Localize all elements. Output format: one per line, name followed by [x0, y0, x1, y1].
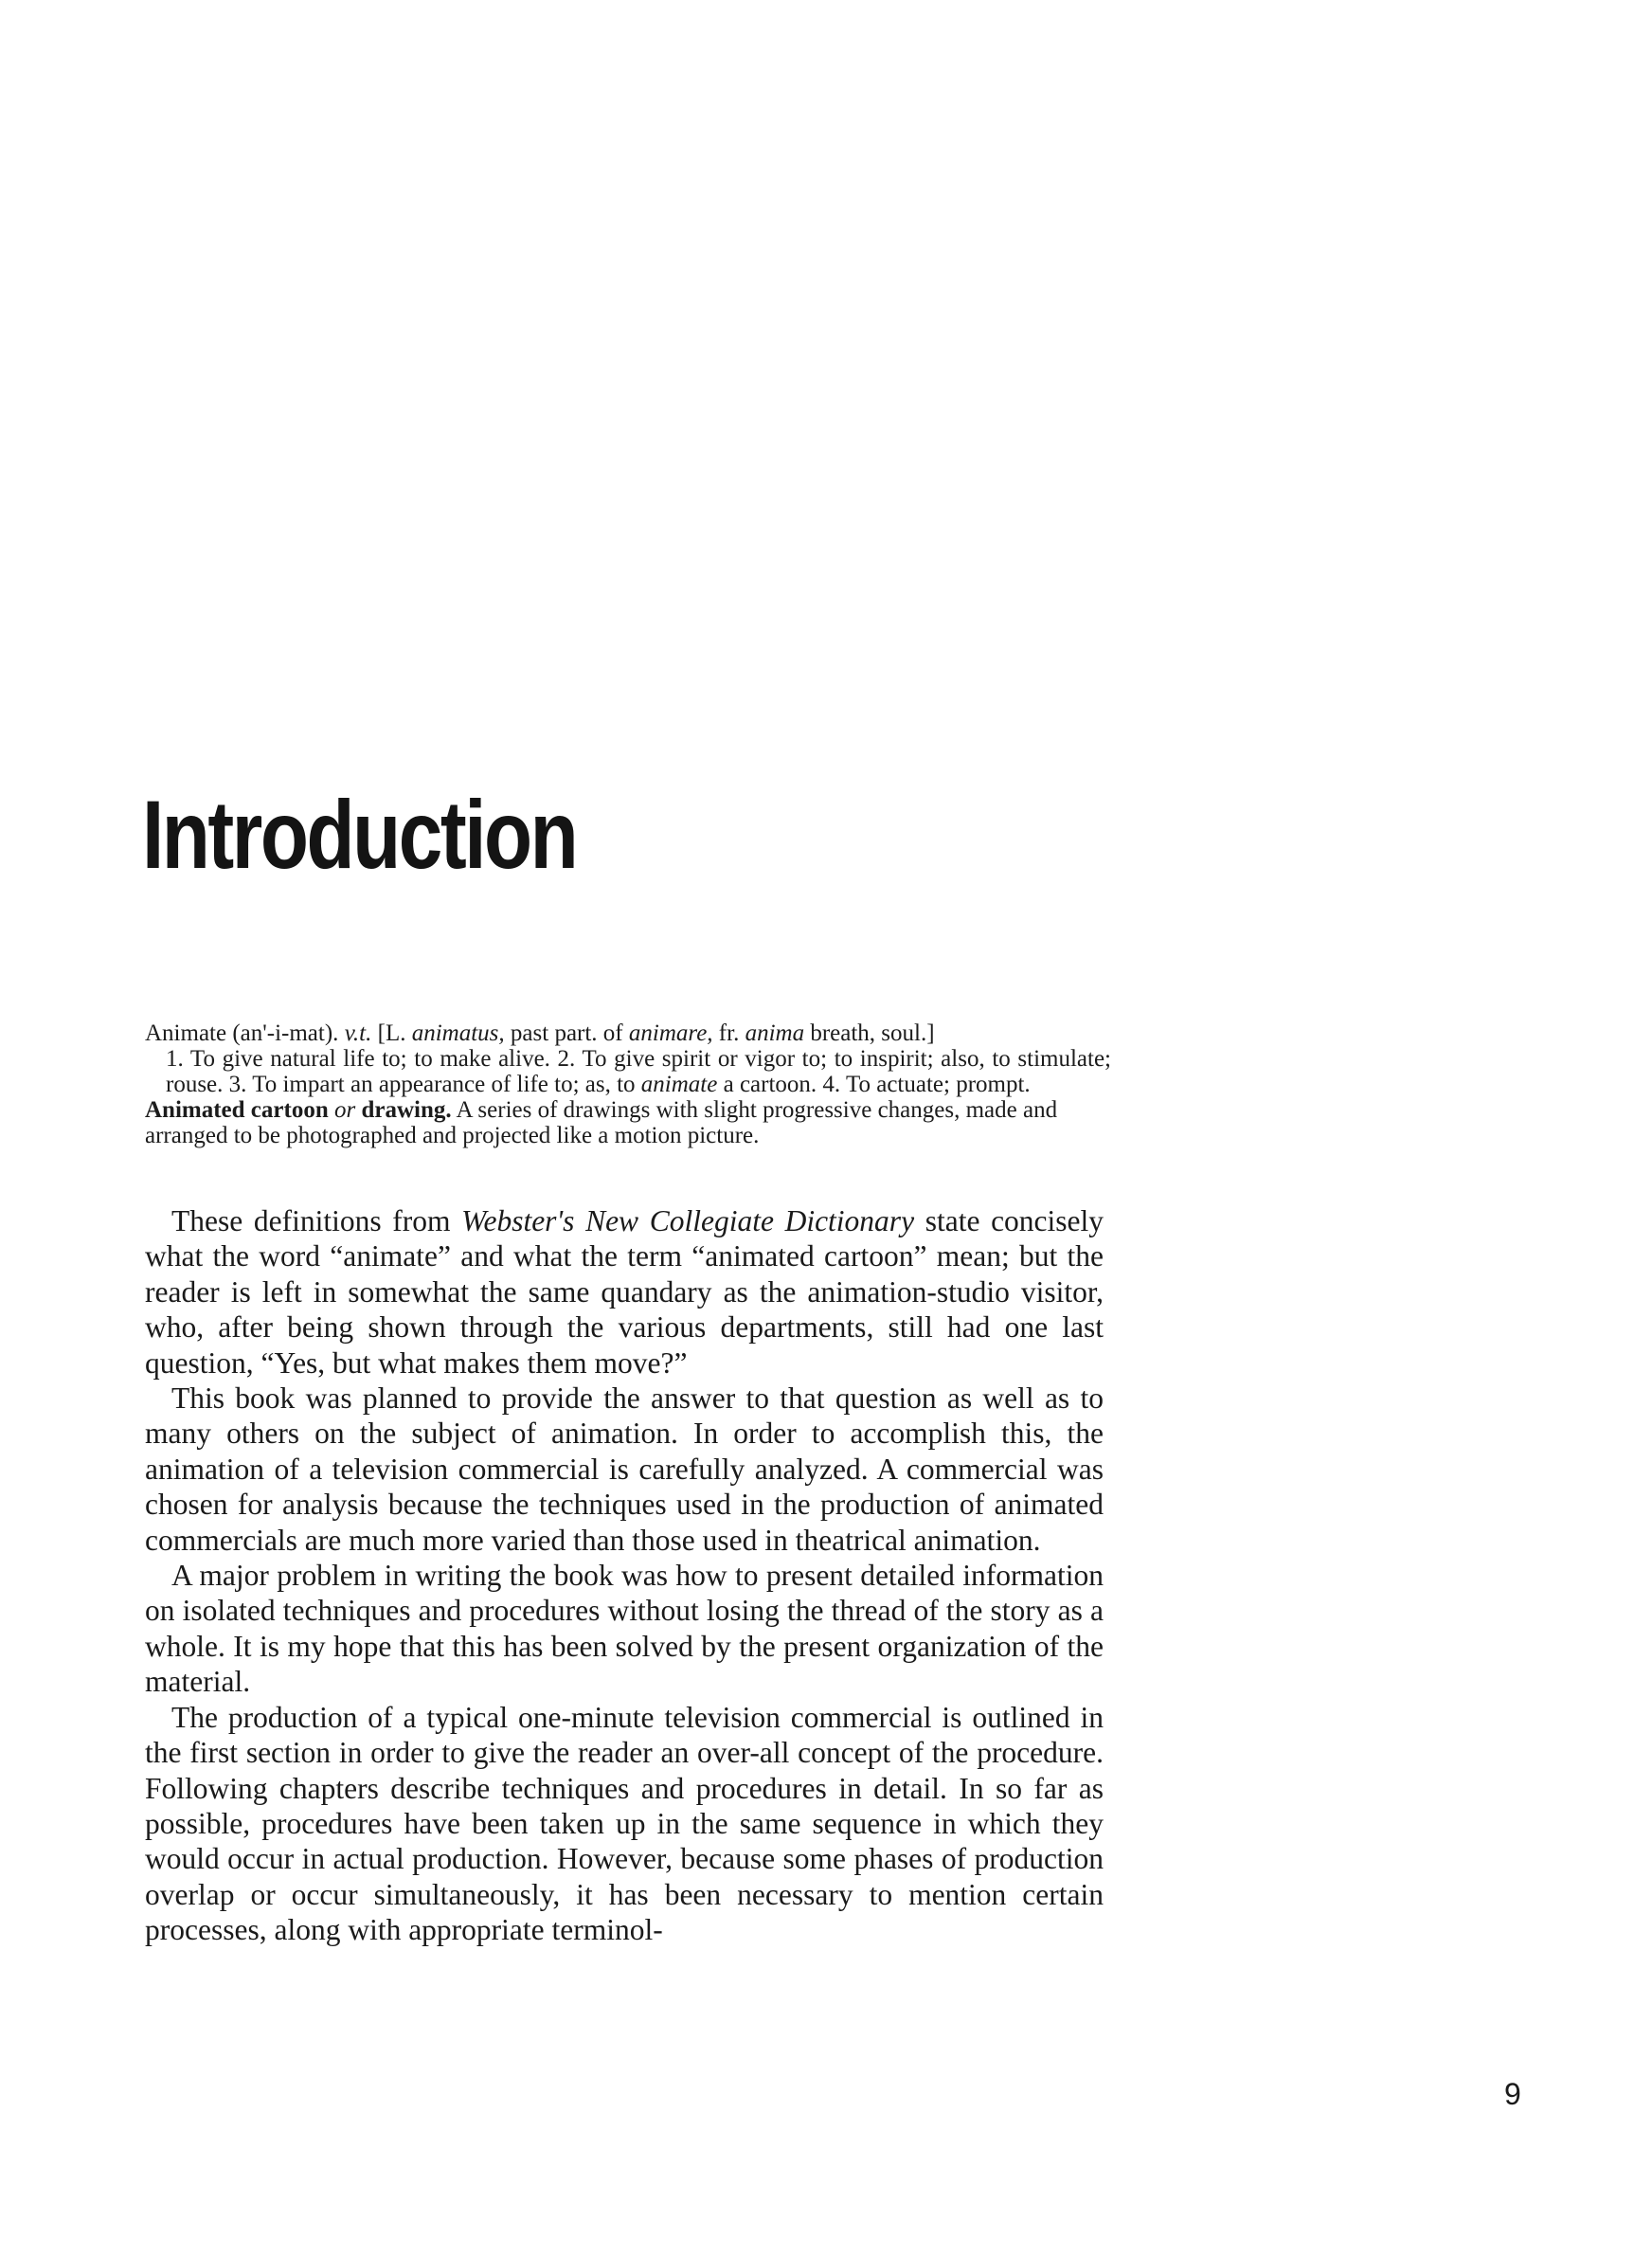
paragraph-3: A major problem in writing the book was how to present detailed information on isolated techniques and procedures without losing the thread of the story as a whole. It is my hope that this has been solved by the present organization of the material.	[145, 1559, 1104, 1699]
dictionary-definitions	[145, 1020, 1111, 1148]
pronunciation: (an'-i-mat).	[232, 1020, 339, 1046]
paragraph-2: This book was planned to provide the answer to that question as well as to many others on the subject of animation. In order to accomplish this, the animation of a television commercial is carefully analyzed. A commercial was chosen for analysis because the techniques used in the production of animated commercials are much more varied than those used in theatrical animation.	[145, 1381, 1104, 1557]
sense-example: animate	[640, 1072, 718, 1097]
headword-drawing: drawing.	[361, 1097, 452, 1123]
headword-animate: Animate	[145, 1020, 227, 1046]
senses-text-end: a cartoon. 4. To actuate; prompt.	[723, 1072, 1031, 1097]
part-of-speech: v.t.	[344, 1020, 372, 1046]
etymology-mid: past part. of	[510, 1020, 623, 1046]
etymology-word-animatus: animatus,	[411, 1020, 505, 1046]
definition-animated-cartoon	[145, 1097, 1111, 1148]
paragraph-1	[145, 1203, 1104, 1381]
dictionary-title: Webster's New Collegiate Dictionary	[461, 1204, 915, 1237]
definition-animate-senses	[145, 1046, 1111, 1097]
chapter-title: Introduction	[142, 781, 577, 889]
etymology-word-anima: anima	[745, 1020, 805, 1046]
paragraph-4: The production of a typical one-minute television commercial is outlined in the first section in order to give the reader an over-all concept of the procedure. Following chapters describe techniques and procedures in detail. In so far as possible, procedures have been taken up in the same sequence in which they would occur in actual production. However, because some phases of production overlap or occur simultaneously, it has been necessary to mention certain processes, along with appropriate terminol-	[145, 1700, 1104, 1947]
headword-or: or	[333, 1097, 356, 1123]
etymology-fr: fr.	[718, 1020, 740, 1046]
definition-animate	[145, 1020, 1111, 1046]
page-number: 9	[1504, 2077, 1521, 2111]
headword-animated-cartoon: Animated cartoon	[145, 1097, 329, 1123]
etymology-word-animare: animare,	[628, 1020, 713, 1046]
paragraph-1-rest: state concisely what the word “animate” and what the term “animated cartoon” mean; but the reader is left in somewhat the same quandary as the animation-studio visitor, who, after being shown through the various departments, still had one last question, “Yes, but what makes them move?”	[145, 1204, 1104, 1380]
etymology-close: breath, soul.]	[810, 1020, 935, 1046]
body-text	[145, 1203, 1104, 1948]
definition-animated-cartoon-text: A series of drawings with slight progressive changes, made and arranged to be photographed and projected like a motion picture.	[145, 1097, 1058, 1148]
etymology-open: [L.	[377, 1020, 406, 1046]
paragraph-1-start: These definitions from	[171, 1204, 451, 1237]
senses-text: 1. To give natural life to; to make alive. 2. To give spirit or vigor to; to inspirit; also, to stimulate; rouse. 3. To impart an appearance of life to; as, to	[166, 1046, 1111, 1097]
